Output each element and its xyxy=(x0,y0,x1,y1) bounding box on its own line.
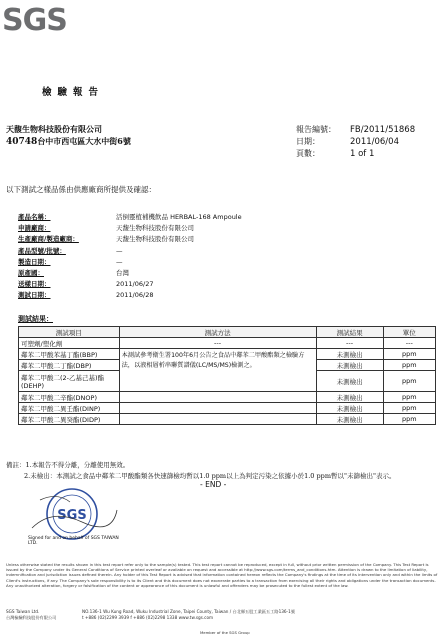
results-table xyxy=(18,326,436,425)
company-footer xyxy=(6,609,442,620)
company-stamp xyxy=(22,488,122,546)
report-title: 檢驗報告 xyxy=(42,87,105,98)
street-address: 台中市西屯區大水中街6號 xyxy=(37,136,131,146)
info-row: 測試日期： 2011/06/28 xyxy=(18,291,154,300)
results-label: 測試結果： xyxy=(18,314,53,323)
member-line: Member of the SGS Group xyxy=(200,630,250,635)
footer-company-zh: 台灣檢驗科技股份有限公司 xyxy=(6,614,57,620)
table-row: 鄰苯二甲酸苯基丁酯(BBP) 本測試參考衛生署100年6月公告之食品中鄰苯二甲酸酯類之檢驗方法，以液相層析串聯質譜儀(LC/MS/MS)檢測之。 未測檢出 ppm xyxy=(19,349,436,360)
info-row: 製造日期： — xyxy=(18,257,123,266)
info-row: 產品型號/批號： — xyxy=(18,246,123,255)
sample-note: 以下測試之樣品係由供應廠商所提供及確認： xyxy=(6,185,156,194)
header-method: 測試方法 xyxy=(119,327,316,338)
test-method: 本測試參考衛生署100年6月公告之食品中鄰苯二甲酸酯類之檢驗方法，以液相層析串聯質譜儀(LC/MS/MS)檢測之。 xyxy=(119,349,316,392)
info-row: 原產國： 台灣 xyxy=(18,269,129,278)
end-marker: - END - xyxy=(200,480,227,489)
legal-disclaimer: Unless otherwise stated the results shown in this test report refer only to the sample(s) tested. This test report cannot be reproduced, except in full, without prior written permission of the Company. This Test Report is issued by the Company under its General Conditions of Service printed overleaf or available on request and accessible at http://www.sgs.com/terms_and_conditions.htm. Attention is drawn to the limitation of liability, indemnification and jurisdiction issues defined therein. Any holder of this Test Report is advised that information contained hereon reflects the Company's findings at the time of its intervention only and within the limits of Client's instructions, if any. The Company's sole responsibility is to its Client and this document does not exonerate parties to a transaction from exercising all their rights and obligations under the transaction documents. Any unauthorized alteration, forgery or falsification of the content or appearance of this document is unlawful and offenders may be prosecuted to the fullest extent of the law. xyxy=(6,562,438,588)
table-row: 鄰苯二甲酸二異壬酯(DINP) 未測檢出 ppm xyxy=(19,403,436,414)
table-row: 鄰苯二甲酸二異癸酯(DIDP) 未測檢出 ppm xyxy=(19,414,436,425)
info-row: 生產廠商/製造廠商： 天馥生物科技股份有限公司 xyxy=(18,235,194,244)
meta-row: 報告編號： FB/2011/51868 xyxy=(296,125,416,135)
report-meta xyxy=(296,124,415,160)
header-item: 測試項目 xyxy=(19,327,120,338)
info-row: 產品名稱： 活倒靈植補機飲品 HERBAL-168 Ampoule xyxy=(18,213,242,221)
sgs-seal-icon xyxy=(22,488,122,540)
client-company: 天馥生物科技股份有限公司 xyxy=(6,124,102,134)
sgs-logo: SGS xyxy=(2,3,67,38)
footer-company-en: SGS Taiwan Ltd. xyxy=(6,609,40,614)
table-row: 鄰苯二甲酸二辛酯(DNOP) 未測檢出 ppm xyxy=(19,392,436,403)
remark-2: 2.未檢出：本測試之食品中鄰苯二甲酸酯類各快速篩檢均暫以1.0 ppm以上為判定污染之依據小於1.0 ppm暫以"未篩檢出"表示。 xyxy=(24,472,396,480)
table-row: 鄰苯二甲酸二(2-乙基己基)酯(DEHP) 未測檢出 ppm xyxy=(19,371,436,392)
meta-row: 日期： 2011/06/04 xyxy=(296,137,399,147)
stamp-caption: Signed for and on behalf of SGS TAIWAN LTD. xyxy=(28,536,119,546)
meta-row: 頁數： 1 of 1 xyxy=(296,149,375,159)
table-row: 鄰苯二甲酸二丁酯(DBP) 未測檢出 ppm xyxy=(19,360,436,371)
header-unit: 單位 xyxy=(383,327,435,338)
header-result: 測試結果 xyxy=(316,327,383,338)
remarks xyxy=(6,460,395,482)
client-address xyxy=(6,136,131,147)
remark-1: 備註：1.本報告不得分離，分離使用無效。 xyxy=(6,461,130,469)
table-row: 可塑劑/塑化劑 --- --- --- xyxy=(19,338,436,349)
sample-info xyxy=(18,212,242,302)
svg-text:SGS: SGS xyxy=(57,508,87,523)
footer-contact: t +886 (02)2299 3939 f +886 (02)2298 1338 www.tw.sgs.com xyxy=(82,614,214,620)
table-header-row xyxy=(19,327,436,338)
postal-code: 40748 xyxy=(6,137,38,147)
info-row: 送樣日期： 2011/06/27 xyxy=(18,280,154,289)
footer-address: NO.136-1 Wu Kung Road, Wuku Industrial Zone, Taipei County, Taiwan / 台北縣五股工業區五工路136-1號 xyxy=(82,609,295,614)
info-row: 申請廠商： 天馥生物科技股份有限公司 xyxy=(18,224,194,233)
